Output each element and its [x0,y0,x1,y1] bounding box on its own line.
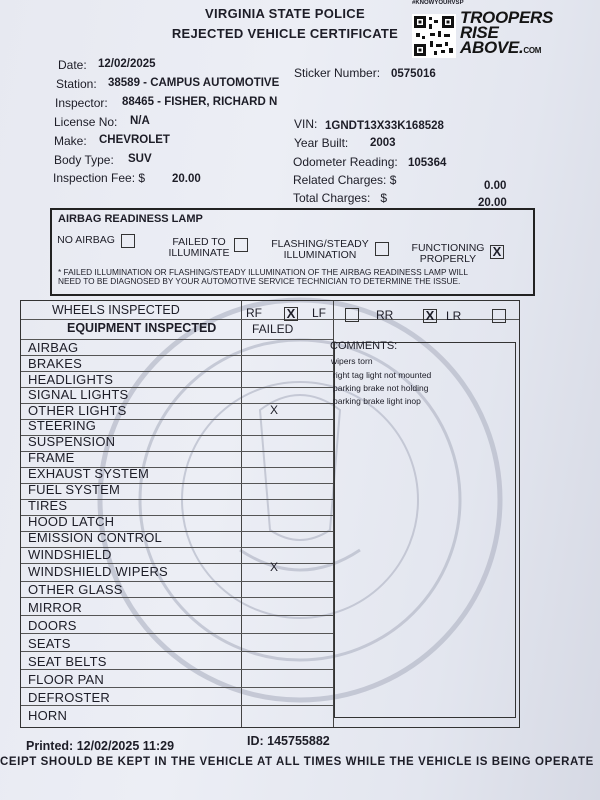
equipment-item-suspension: SUSPENSION [28,434,116,449]
wheels-inspected-label: WHEELS INSPECTED [52,303,180,317]
odometer-value: 105364 [408,157,447,169]
date-label: Date: [58,58,87,72]
license-value: N/A [130,115,150,127]
related-charges-label: Related Charges: $ [293,173,397,187]
comment-line-3: parking brake not holding [333,383,429,393]
comment-line-1: wipers torn [331,356,373,366]
equipment-item-horn: HORN [28,708,68,723]
inspection-fee-label: Inspection Fee: $ [53,171,146,185]
flashing-steady-checkbox[interactable] [375,242,389,256]
equipment-item-windshield-wipers: WINDSHIELD WIPERS [28,564,168,579]
failed-to-illuminate-checkbox[interactable] [234,238,248,252]
equipment-item-signal-lights: SIGNAL LIGHTS [28,387,129,402]
wheel-rf-checkbox[interactable]: X [284,307,298,321]
vin-label: VIN: [294,117,318,131]
qr-caption: #KNOWYOURVSP [412,0,464,6]
body-type-label: Body Type: [54,153,114,167]
equipment-item-brakes: BRAKES [28,356,82,371]
sticker-number-label: Sticker Number: [294,66,381,80]
windshield-wipers-failed-mark: X [270,560,279,574]
date-value: 12/02/2025 [98,58,156,70]
equipment-item-defroster: DEFROSTER [28,690,110,705]
agency-name: VIRGINIA STATE POLICE [205,6,365,21]
equipment-item-tires: TIRES [28,498,68,513]
comment-line-2: right tag light not mounted [333,370,432,380]
body-type-value: SUV [128,153,152,165]
odometer-label: Odometer Reading: [293,155,398,169]
comment-line-4: parking brake light inop [333,396,421,406]
failed-column-header: FAILED [252,322,294,336]
total-charges-value: 20.00 [478,197,507,209]
inspector-value: 88465 - FISHER, RICHARD N [122,96,278,108]
vin-value: 1GNDT13X33K168528 [325,120,444,132]
sticker-number-value: 0575016 [391,68,436,80]
equipment-item-hood-latch: HOOD LATCH [28,514,115,529]
station-label: Station: [56,77,97,91]
equipment-item-fuel-system: FUEL SYSTEM [28,482,121,497]
equipment-item-mirror: MIRROR [28,600,82,615]
footer-notice: CEIPT SHOULD BE KEPT IN THE VEHICLE AT ALL TIMES WHILE THE VEHICLE IS BEING OPERATE [0,756,594,768]
wheel-rf-label: RF [246,306,262,320]
equipment-item-windshield: WINDSHIELD [28,547,112,562]
equipment-item-other-glass: OTHER GLASS [28,582,123,597]
equipment-item-frame: FRAME [28,450,75,465]
related-charges-value: 0.00 [484,180,507,192]
failed-column-divider [241,301,242,727]
equipment-item-headlights: HEADLIGHTS [28,372,114,387]
equipment-item-airbag: AIRBAG [28,340,79,355]
equipment-item-seats: SEATS [28,636,71,651]
year-built-label: Year Built: [294,136,349,150]
equipment-item-emission-control: EMISSION CONTROL [28,530,162,545]
airbag-section-title: AIRBAG READINESS LAMP [58,213,203,225]
wheel-lr-label: LR [446,309,462,323]
wheel-lr-checkbox[interactable] [492,309,506,323]
wheel-rr-label: RR [376,308,394,322]
no-airbag-checkbox[interactable] [121,234,135,248]
equipment-item-floor-pan: FLOOR PAN [28,672,104,687]
make-label: Make: [54,134,87,148]
year-built-value: 2003 [370,137,396,149]
inspector-label: Inspector: [55,96,108,110]
equipment-item-exhaust-system: EXHAUST SYSTEM [28,466,150,481]
document-title: REJECTED VEHICLE CERTIFICATE [171,26,399,41]
equipment-inspected-header: EQUIPMENT INSPECTED [67,321,217,335]
functioning-properly-checkbox[interactable]: X [490,245,504,259]
other-lights-failed-mark: X [270,403,279,417]
equipment-item-other-lights: OTHER LIGHTS [28,403,127,418]
qr-code-icon [412,6,456,60]
total-charges-label: Total Charges: $ [293,191,388,205]
make-value: CHEVROLET [99,134,170,146]
station-value: 38589 - CAMPUS AUTOMOTIVE [108,77,280,89]
license-label: License No: [54,115,118,129]
printed-timestamp: Printed: 12/02/2025 11:29 [26,739,175,753]
inspection-fee-value: 20.00 [172,173,201,185]
slogan-logo: TROOPERS RISE ABOVE.COM [460,8,554,57]
airbag-note: * FAILED ILLUMINATION OR FLASHING/STEADY ILLUMINATION OF THE AIRBAG READINESS LAMP WILL NEED TO BE DIAGNOSED BY YOUR AUTOMOTIVE SERVICE TECHNICIAN TO DETERMINE THE ISSUE. [58,267,469,286]
comments-label: COMMENTS: [330,340,398,352]
equipment-item-steering: STEERING [28,418,97,433]
functioning-properly-label: FUNCTIONING PROPERLY [411,242,485,265]
failed-to-illuminate-label: FAILED TO ILLUMINATE [168,236,230,259]
wheel-lf-checkbox[interactable] [345,308,359,322]
flashing-steady-label: FLASHING/STEADY ILLUMINATION [271,238,369,261]
equipment-item-seat-belts: SEAT BELTS [28,654,107,669]
equipment-item-doors: DOORS [28,618,77,633]
wheel-rr-checkbox[interactable]: X [423,309,437,323]
wheel-lf-label: LF [312,306,327,320]
document-id: ID: 145755882 [247,734,330,748]
no-airbag-label: NO AIRBAG [57,234,115,246]
